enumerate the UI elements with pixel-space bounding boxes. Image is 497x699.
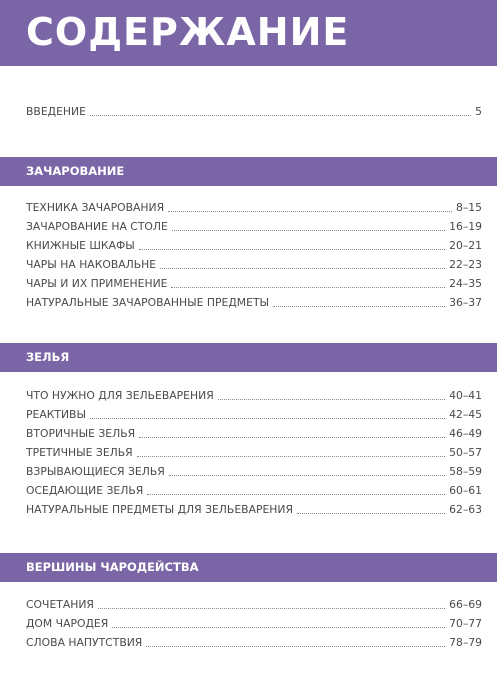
toc-entry-label: СЛОВА НАПУТСТВИЯ [26, 636, 143, 649]
toc-entry-pages: 5 [475, 105, 482, 118]
toc-entry-label: РЕАКТИВЫ [26, 408, 86, 421]
toc-entry-label: НАТУРАЛЬНЫЕ ПРЕДМЕТЫ ДЛЯ ЗЕЛЬЕВАРЕНИЯ [26, 503, 293, 516]
toc-entry-pages: 60–61 [449, 484, 482, 497]
toc-entry-label: ЧТО НУЖНО ДЛЯ ЗЕЛЬЕВАРЕНИЯ [26, 389, 214, 402]
toc-entry-label: ЧАРЫ НА НАКОВАЛЬНЕ [26, 258, 157, 271]
toc-entry-label: ТРЕТИЧНЫЕ ЗЕЛЬЯ [26, 446, 133, 459]
toc-entry[interactable] [26, 426, 482, 442]
dot-leader [273, 305, 445, 307]
toc-entry-pages: 50–57 [449, 446, 482, 459]
toc-entry[interactable] [26, 597, 482, 613]
toc-entry[interactable] [26, 464, 482, 480]
dot-leader [98, 607, 445, 609]
toc-entry-label: ОСЕДАЮЩИЕ ЗЕЛЬЯ [26, 484, 144, 497]
toc-entry-label: СОЧЕТАНИЯ [26, 598, 94, 611]
toc-entry[interactable] [26, 483, 482, 499]
dot-leader [147, 493, 445, 495]
dot-leader [146, 645, 445, 647]
toc-entry-pages: 42–45 [449, 408, 482, 421]
dot-leader [160, 267, 445, 269]
dot-leader [218, 398, 445, 400]
toc-entry-pages: 24–35 [449, 277, 482, 290]
toc-entry-intro[interactable] [26, 104, 482, 120]
section-heading: ВЕРШИНЫ ЧАРОДЕЙСТВА [26, 560, 199, 574]
toc-entry-label: ТЕХНИКА ЗАЧАРОВАНИЯ [26, 201, 165, 214]
toc-entry-pages: 78–79 [449, 636, 482, 649]
toc-entry-pages: 62–63 [449, 503, 482, 516]
toc-entry-pages: 8–15 [455, 201, 482, 214]
toc-entry-label: ДОМ ЧАРОДЕЯ [26, 617, 109, 630]
toc-entry-pages: 20–21 [449, 239, 482, 252]
section-header-heights [0, 553, 497, 582]
dot-leader [90, 114, 471, 116]
dot-leader [169, 474, 445, 476]
page-title: СОДЕРЖАНИЕ [26, 10, 350, 54]
dot-leader [297, 512, 445, 514]
section-header-enchanting [0, 157, 497, 186]
toc-entry-pages: 58–59 [449, 465, 482, 478]
toc-entry[interactable] [26, 407, 482, 423]
toc-entry[interactable] [26, 219, 482, 235]
toc-entry[interactable] [26, 257, 482, 273]
dot-leader [112, 626, 445, 628]
dot-leader [139, 436, 445, 438]
dot-leader [168, 210, 452, 212]
toc-entry-pages: 40–41 [449, 389, 482, 402]
toc-entry-pages: 36–37 [449, 296, 482, 309]
toc-entry[interactable] [26, 445, 482, 461]
section-header-potions [0, 343, 497, 372]
toc-entry-pages: 16–19 [449, 220, 482, 233]
dot-leader [90, 417, 445, 419]
toc-entry[interactable] [26, 295, 482, 311]
toc-entry-label: КНИЖНЫЕ ШКАФЫ [26, 239, 135, 252]
toc-entry-label: ЗАЧАРОВАНИЕ НА СТОЛЕ [26, 220, 168, 233]
toc-entry-pages: 66–69 [449, 598, 482, 611]
toc-entry[interactable] [26, 238, 482, 254]
toc-entry[interactable] [26, 635, 482, 651]
dot-leader [139, 248, 445, 250]
toc-entry-label: НАТУРАЛЬНЫЕ ЗАЧАРОВАННЫЕ ПРЕДМЕТЫ [26, 296, 270, 309]
toc-entry[interactable] [26, 616, 482, 632]
toc-entry-label: ВВЕДЕНИЕ [26, 105, 86, 118]
toc-entry[interactable] [26, 276, 482, 292]
dot-leader [172, 229, 445, 231]
toc-entry-pages: 22–23 [449, 258, 482, 271]
toc-entry[interactable] [26, 200, 482, 216]
toc-entry-pages: 70–77 [449, 617, 482, 630]
dot-leader [137, 455, 445, 457]
toc-entry-label: ВЗРЫВАЮЩИЕСЯ ЗЕЛЬЯ [26, 465, 165, 478]
toc-entry-label: ЧАРЫ И ИХ ПРИМЕНЕНИЕ [26, 277, 168, 290]
toc-entry-pages: 46–49 [449, 427, 482, 440]
dot-leader [171, 286, 445, 288]
section-heading: ЗАЧАРОВАНИЕ [26, 164, 125, 178]
toc-entry[interactable] [26, 388, 482, 404]
section-heading: ЗЕЛЬЯ [26, 350, 70, 364]
title-bar [0, 0, 497, 66]
toc-entry[interactable] [26, 502, 482, 518]
toc-entry-label: ВТОРИЧНЫЕ ЗЕЛЬЯ [26, 427, 136, 440]
